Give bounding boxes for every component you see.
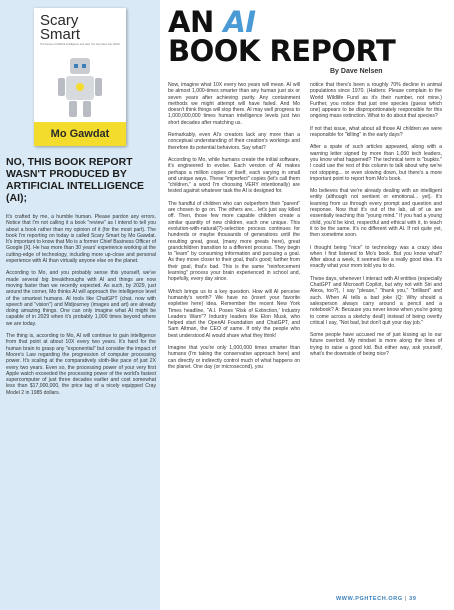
article-paragraph: notice that there's been a roughly 70% decline in animal populations since 1970. (Hatters: Please complain to the World Wildlife Fund as it's their number, not mine.) Further, you notice that just one species (guess which one) appears to be disproportionately responsible for this ongoing mass extinction. What to do about that species? (310, 82, 442, 120)
sidebar-paragraph: According to Mo, and you probably sense this yourself, we've made several big breakthroughs with AI and things are now moving faster than we recently expected. As such, by 2029, just around the corner, Mo thinks AI will approach the intelligence level of the smartest humans. AI tools like ChatGPT (chat, now with speech and "vision") and Midjourney (images and art) are already doing amazing things. One can only imagine what AI might be capable of in 2029 when it's probably 1,000 times beyond where we are today. (6, 270, 156, 327)
page-number: 39 (409, 596, 417, 602)
article-paragraph: Remarkably, even AI's creators lack any more than a conceptual understanding of their creation's workings and therefore its potential behaviors. Say what? (168, 132, 300, 151)
article-paragraph: Mo believes that we're already dealing with an intelligent entity (although not sentient or emotional... yet). It's learning from us through every prompt and question and response. Now that it's out of the lab, all of us are essentially teaching this "young mind." If you had a young child, you'd be kind, respectful and ethical with it, to teach it to be the same. It's no different with AI. If not quite yet, then sometime soon. (310, 188, 442, 239)
article-paragraph: The handful of children who can outperform their "parent" are chosen to go on. The others are... let's just say killed off. Then, those few more capable children create a similar quantity of new children, each one unique. This evolution-with-natural(?)-selection process continues for hundreds or maybe thousands of generations until the resulting great, great, (many more greats here), great grandchildren transition to a different process. They begin to "learn" by consuming information and pursuing a goal. As they move closer to their goal, that's good; farther from their goal, that's bad. This is the same "reinforcement learning" process your brain experienced in school and, hopefully, every day since. (168, 200, 300, 283)
article-paragraph: These days, whenever I interact with AI entities (especially ChatGPT and Microsoft Copilot, but why not with Siri and Alexa, too?), I say "please," "thank you," "brilliant" and such. When AI tells a bad joke (Q: Why should a salesperson always carry around a pencil and a notebook? A: Because you never know when you're going to come across a sketchy deal!) instead of being overtly critical I say, "Not bad, but don't quit your day job." (310, 275, 442, 326)
sidebar-heading: NO, THIS BOOK REPORT WASN'T PRODUCED BY ARTIFICIAL INTELLIGENCE (AI); (6, 156, 145, 204)
byline: By Dave Nelsen (330, 68, 383, 75)
article-paragraph: If not that issue, what about all those AI children we were responsible for "killing" in the early days? (310, 125, 442, 139)
robot-illustration (54, 56, 106, 120)
article-paragraph: After a spate of such articles appeared, along with a warning letter signed by more than 1,000 tech leaders, you know what happened? The technical term is "bupkis." I could use the rest of this column to talk about why we're not stopping... or even slowing down, but there's a more important point to report from Mo's book. (310, 144, 442, 182)
article-paragraph: Which brings us to a key question. How will AI perceive humanity's worth? We have no (insert your favorite expletive here) idea. Remember the recent New York Times headline, "A.I. Poses 'Risk of Extinction,' Industry Leaders Warn"? Industry leaders like Elon Musk, who helped start the OpenAI Foundation and ChatGPT, and Sam Altman, the CEO of same. If only the people who best understood AI would share what they think! (168, 288, 300, 339)
article-paragraph: I thought being "nice" to technology was a crazy idea when I first listened to Mo's book. But you know what? After about a week, it seemed like a really good idea. It's exactly what your mom told you to do. (310, 244, 442, 270)
book-cover (34, 8, 126, 146)
cover-subtitle: The Future of Artificial Intelligence and How You Can Save Our World (40, 43, 120, 46)
article-paragraph: Some people have accused me of just kissing up to our future overlord. My mindset is more along the lines of trying to raise a good kid. But either way, ask yourself, what's the downside of being nice? (310, 332, 442, 357)
article-paragraph: According to Mo, while humans create the initial software, it's engineered to evolve. Each version of AI makes perhaps a million copies of itself, each varying in small and unique ways. These "imperfect" copies (let's call them "children," a word I'm choosing VERY intentionally) are tested against whatever task the AI is designed for. (168, 156, 300, 195)
sidebar-paragraph: The thing is, according to Mo, AI will continue to gain intelligence from that point at about 10X every two years. It's hard for the human brain to grasp any "exponential" but consider the impact of Moore's Law regarding the progression of computer processing power. It's scaling at the comparatively sloth-like pace of just 2X every two years. Even so, the processing power of your very first Apple watch exceeded the processing power of the world's fastest supercomputer of just three decades earlier and cost somewhat less than $17,000,000, the price tag of a nicely equipped Cray Model 2 in 1985 dollars. (6, 333, 156, 396)
title-ai-accent: AI (223, 5, 256, 39)
article-paragraph: Now, imagine what 10X every two years will mean. AI will be almost 1,000-times smarter than any human just six or seven years after achieving parity. Any containment methods we might attempt will have failed. And Mo doesn't think things will stop there. AI may well progress to 1,000,000,000 times human intelligence levels just two short decades after matching us. (168, 82, 300, 126)
page-footer (336, 596, 417, 602)
cover-author: Mo Gawdat (34, 122, 126, 146)
article-title: AN AI BOOK REPORT (168, 5, 396, 68)
footer-separator: | (404, 596, 408, 602)
article-column-2 (310, 82, 442, 363)
sidebar-paragraph: It's crafted by me, a humble human. Please pardon any errors. Notice that I'm not calling it a book "review" as I intend to tell you about a book rather than my opinion of it (for the most part). The book I'm reporting on today is called Scary Smart by Mo Gawdat. It's important to know that Mo is a former Chief Business Officer of Google [X]. He has more than 30 years' experience working at the cutting-edge of technology, including more up-close and personal experience with AI than virtually anyone else on the planet. (6, 214, 156, 265)
article-paragraph: Imagine that you're only 1,000,000 times smarter than humans (I'm taking the conservative approach here) and can directly or indirectly control much of what happens on the planet. One day (or microsecond), you (168, 344, 300, 370)
article-column-1 (168, 82, 300, 376)
footer-site: WWW.PGHTECH.ORG (336, 596, 403, 602)
sidebar-text (6, 214, 156, 402)
cover-title: Scary Smart (40, 12, 81, 43)
